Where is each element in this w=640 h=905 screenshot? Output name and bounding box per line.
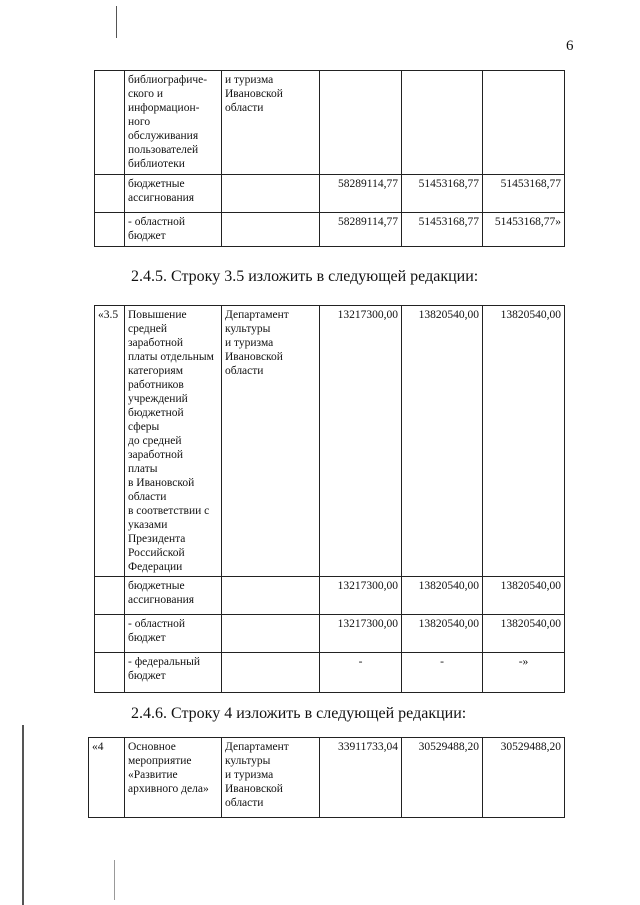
table-row	[95, 615, 565, 653]
value-2020: -»	[483, 653, 565, 693]
row-executor	[222, 615, 320, 653]
row-name: Повышение средней заработной платы отдельным категориям работников учреждений бюджетной сферы до средней заработной платы в Ивановской области в соответствии с указами Президента Российской Федерации	[125, 306, 222, 577]
row-number	[95, 175, 125, 213]
value-2018: 13217300,00	[320, 306, 402, 577]
value-2018: 58289114,77	[320, 175, 402, 213]
scan-mark	[22, 725, 24, 905]
row-executor	[222, 577, 320, 615]
scan-mark	[114, 860, 115, 900]
row-name: библиографиче- ского и информацион- ного обслуживания пользователей библиотеки	[125, 71, 222, 175]
table-row-4	[88, 737, 565, 818]
row-number	[95, 71, 125, 175]
value-2019: 51453168,77	[402, 175, 483, 213]
value-2018	[320, 71, 402, 175]
value-2019: -	[402, 653, 483, 693]
value-2018: 13217300,00	[320, 615, 402, 653]
row-executor: Департамент культуры и туризма Ивановской области	[222, 306, 320, 577]
section-heading: 2.4.5. Строку 3.5 изложить в следующей редакции:	[131, 268, 479, 285]
row-name: - областной бюджет	[125, 213, 222, 247]
value-2019: 13820540,00	[402, 306, 483, 577]
value-2019: 30529488,20	[402, 738, 483, 818]
table-row	[89, 738, 565, 818]
row-name: Основное мероприятие «Развитие архивного дела»	[125, 738, 222, 818]
value-2020	[483, 71, 565, 175]
value-2019: 51453168,77	[402, 213, 483, 247]
row-number	[95, 653, 125, 693]
section-heading: 2.4.6. Строку 4 изложить в следующей редакции:	[131, 705, 467, 722]
table-row	[95, 71, 565, 175]
value-2020: 51453168,77	[483, 175, 565, 213]
row-name: - областной бюджет	[125, 615, 222, 653]
row-executor: и туризма Ивановской области	[222, 71, 320, 175]
value-2018: 58289114,77	[320, 213, 402, 247]
table-row	[95, 653, 565, 693]
row-number	[95, 577, 125, 615]
value-2019	[402, 71, 483, 175]
value-2020: 13820540,00	[483, 306, 565, 577]
scan-mark	[116, 6, 117, 38]
value-2019: 13820540,00	[402, 615, 483, 653]
row-number	[95, 615, 125, 653]
row-executor	[222, 213, 320, 247]
row-executor: Департамент культуры и туризма Ивановской области	[222, 738, 320, 818]
row-name: бюджетные ассигнования	[125, 175, 222, 213]
row-number	[95, 213, 125, 247]
value-2018: 13217300,00	[320, 577, 402, 615]
page-number: 6	[566, 38, 574, 54]
value-2019: 13820540,00	[402, 577, 483, 615]
table-row-3-5	[94, 305, 565, 693]
value-2020: 13820540,00	[483, 615, 565, 653]
row-number: «4	[89, 738, 125, 818]
row-name: - федеральный бюджет	[125, 653, 222, 693]
table-row	[95, 577, 565, 615]
value-2020: 13820540,00	[483, 577, 565, 615]
value-2018: 33911733,04	[320, 738, 402, 818]
table-row	[95, 213, 565, 247]
table-row	[95, 306, 565, 577]
row-executor	[222, 175, 320, 213]
row-name: бюджетные ассигнования	[125, 577, 222, 615]
value-2020: 30529488,20	[483, 738, 565, 818]
value-2020: 51453168,77»	[483, 213, 565, 247]
row-executor	[222, 653, 320, 693]
value-2018: -	[320, 653, 402, 693]
row-number: «3.5	[95, 306, 125, 577]
table-row	[95, 175, 565, 213]
table-continuation	[94, 70, 565, 247]
